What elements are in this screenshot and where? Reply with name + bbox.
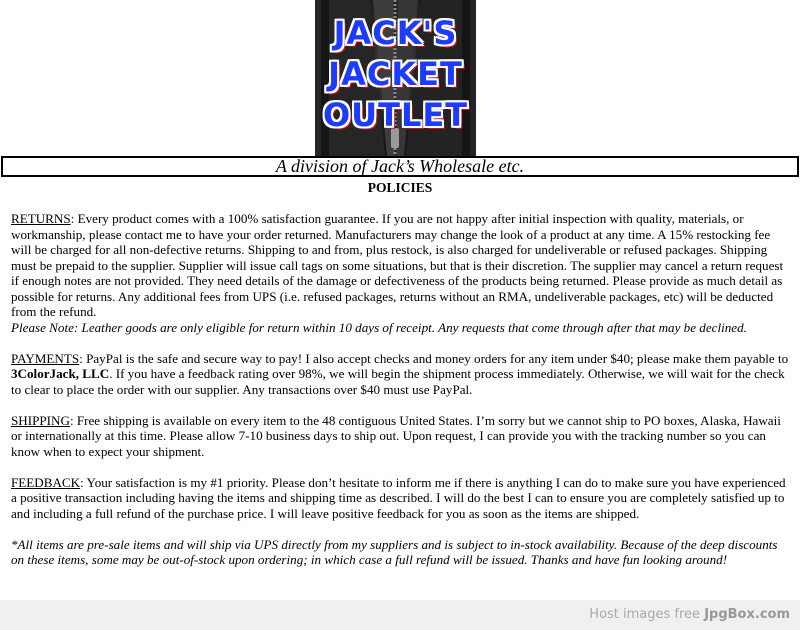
feedback-text: : Your satisfaction is my #1 priority. Please don’t hesitate to inform me if there is anything I can do to make sure you have experienced a positive transaction including having the items and shipping time as described. I will do the best I can to ensure you are completely satisfied up to and including a full refund of the purchase price. I will leave positive feedback for you as soon as the items are shipped. [11,474,786,521]
returns-section [11,211,791,320]
division-banner: A division of Jack’s Wholesale etc. [1,156,799,177]
host-footer[interactable] [0,600,800,630]
payments-heading: PAYMENTS [11,350,80,366]
page-title: POLICIES [367,180,433,195]
returns-note: Please Note: Leather goods are only eligible for return within 10 days of receipt. Any requests that come through after that may be declined. [11,319,747,335]
payments-section [11,351,791,398]
feedback-section [11,475,791,522]
footer-brand-link[interactable]: JpgBox.com [704,607,790,622]
spacer [11,521,791,537]
payments-payee: 3ColorJack, LLC [11,366,110,381]
shipping-heading: SHIPPING [11,412,70,428]
spacer [11,397,791,413]
returns-text: : Every product comes with a 100% satisfaction guarantee. If you are not happy after initial inspection with quality, materials, or workmanship, please contact me to have your order returned. Manufacturers may change the look of a product at any time. A 15% restocking fee will be charged for all non-defective returns. Shipping to and from, plus restock, is also charged for undeliverable or refused packages. Shipping must be prepaid to the supplier. Supplier will issue call tags on some situations, but that is their discretion. The supplier may cancel a return request if enough notes are not provided. They need details of the damage or defectiveness of the products being returned. Please provide as much detail as possible for returns. Any additional fees from UPS (i.e. refused packages, returns without an RMA, undeliverable packages, etc) will be deducted from the refund. [11,211,784,319]
disclaimer: *All items are pre-sale items and will ship via UPS directly from my suppliers and is subject to in-stock availability. Because of the deep discounts on these items, some may be out-of-stock upon ordering; in which case a full refund will be issued. Thanks and have fun looking around! [11,536,778,567]
feedback-heading: FEEDBACK [11,474,81,490]
spacer [11,459,791,475]
shipping-text: : Free shipping is available on every item to the 48 contiguous United States. I’m sorry but we cannot ship to PO boxes, Alaska, Hawaii or internationally at this time. Please allow 7-10 business days to ship out. Upon request, I can provide you with the tracking number so you can know when to expect your shipment. [11,412,781,459]
policies-content [11,211,791,568]
footer-text: Host images free [589,607,705,622]
payments-text-before: : PayPal is the safe and secure way to pay! I also accept checks and money orders for any item under $40; please make them payable to [79,350,789,366]
jacks-jacket-outlet-logo [315,0,476,156]
logo-line-2: JACKET [328,55,463,93]
shipping-section [11,413,791,460]
returns-heading: RETURNS [11,211,71,226]
logo-line-1: JACK'S [333,14,458,52]
payments-text-after: . If you have a feedback rating over 98%, we will begin the shipment process immediately. Otherwise, we will wait for the check to clear to place the order with our supplier. Any transactions over $40 must use PayPal. [11,366,785,397]
spacer [11,335,791,351]
logo-line-3: OUTLET [322,96,469,134]
